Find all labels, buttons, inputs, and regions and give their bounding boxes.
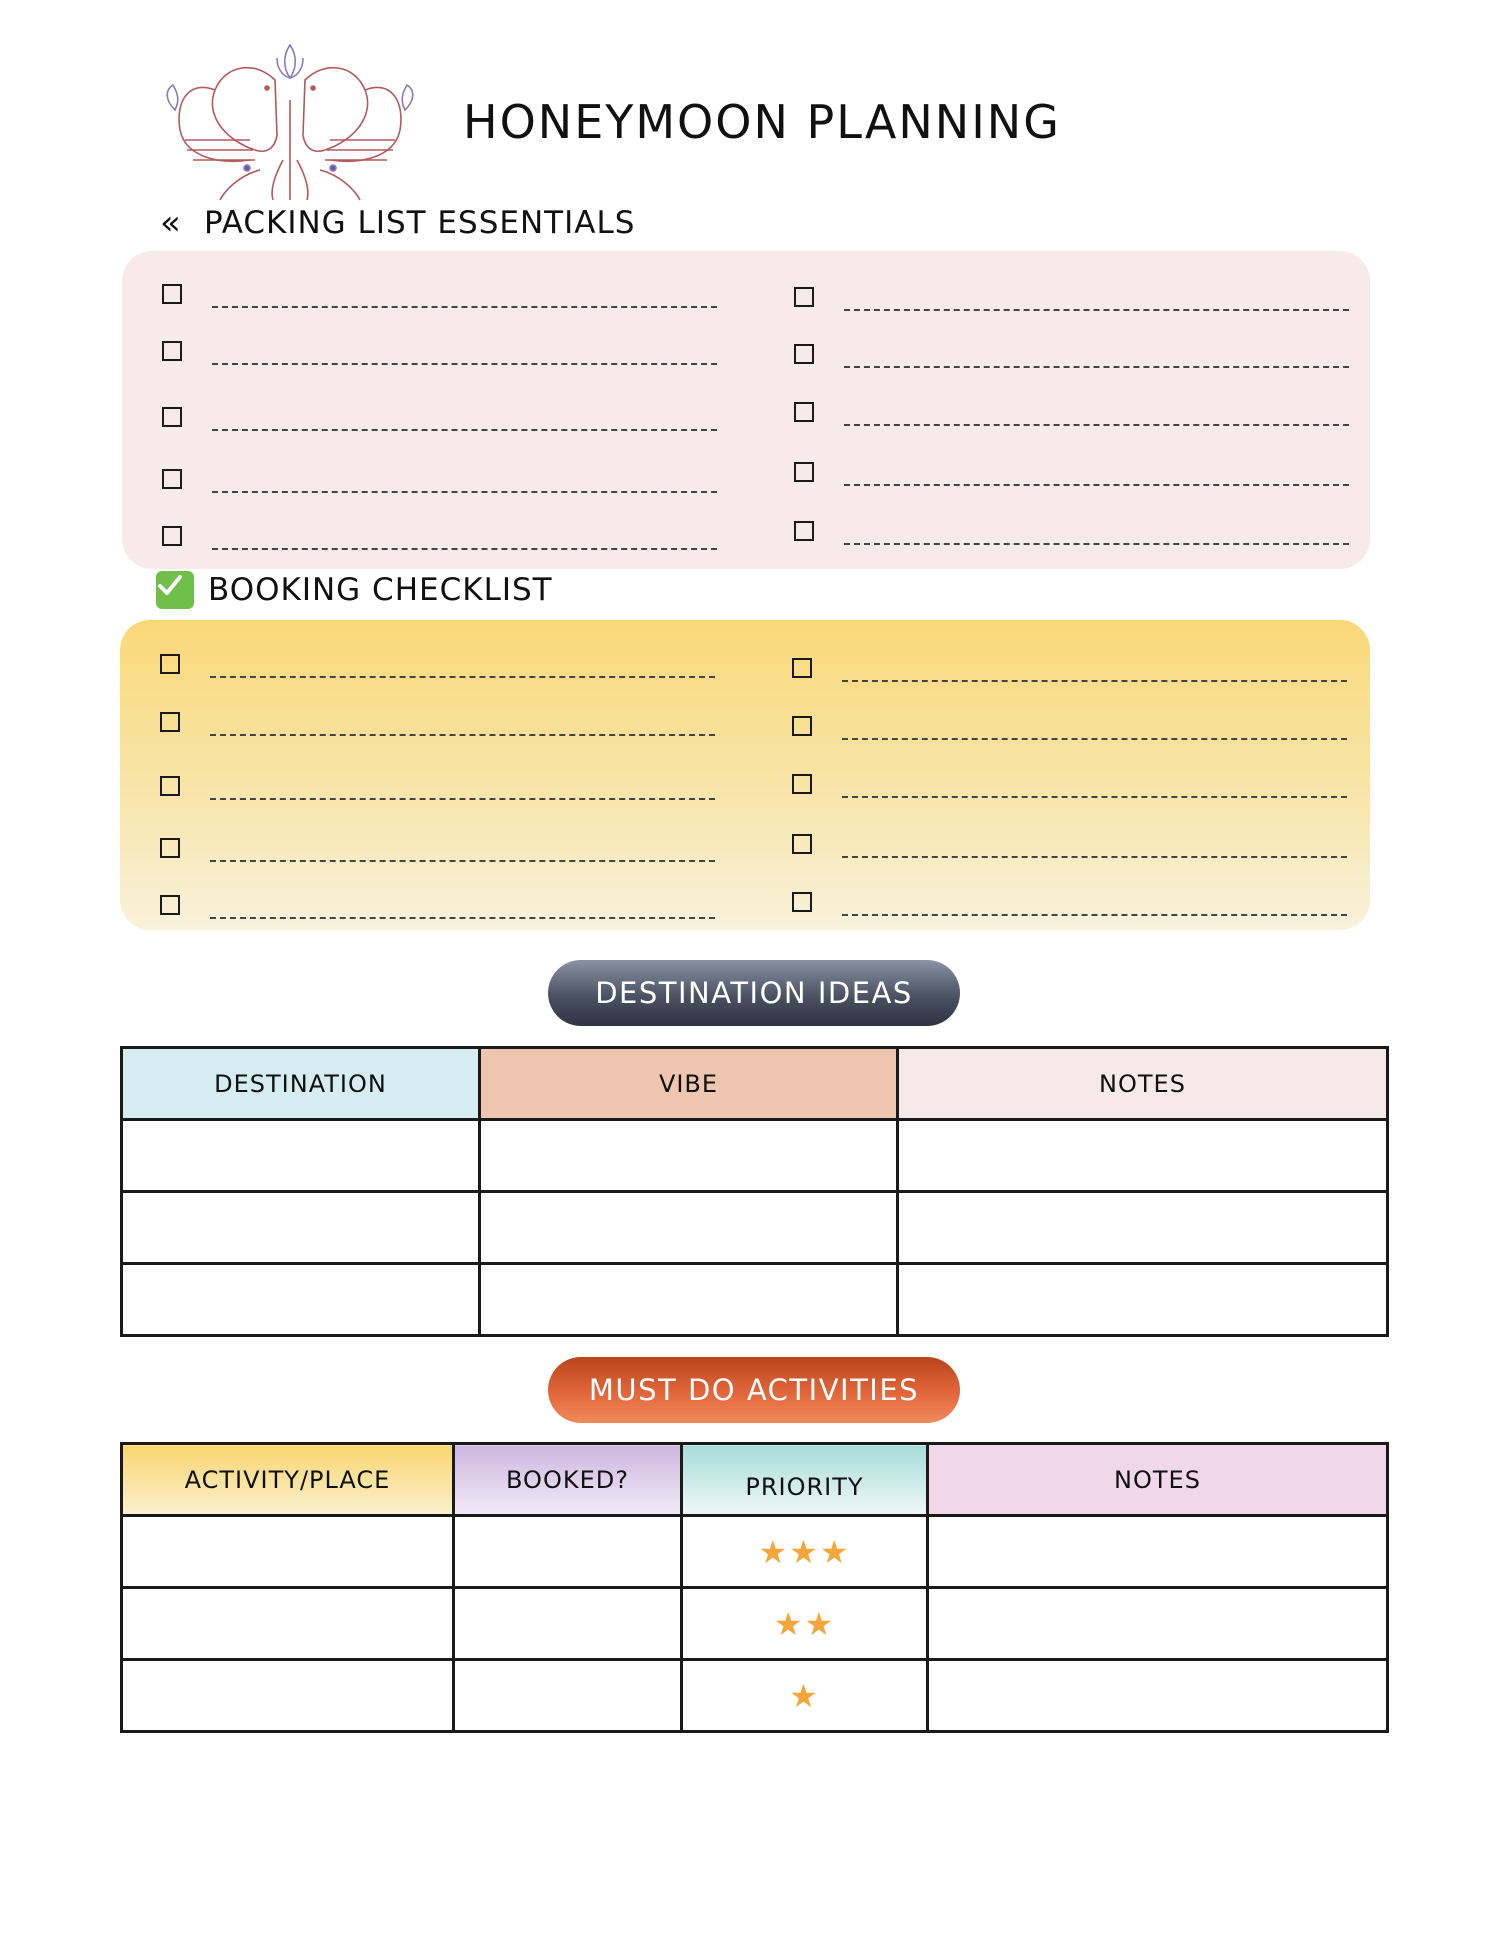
- checkbox[interactable]: [792, 716, 812, 736]
- checkbox[interactable]: [162, 284, 182, 304]
- booking-item[interactable]: [160, 768, 720, 808]
- doves-logo: [155, 40, 425, 205]
- notes-cell[interactable]: [898, 1120, 1388, 1192]
- priority-cell: [682, 1588, 928, 1660]
- booking-item[interactable]: [160, 887, 720, 927]
- checkbox[interactable]: [160, 654, 180, 674]
- activity-cell[interactable]: [122, 1660, 454, 1732]
- table-row: [122, 1192, 1388, 1264]
- write-line[interactable]: [210, 860, 715, 862]
- booking-item[interactable]: [792, 766, 1352, 806]
- star-rating-icon: ★: [789, 1676, 820, 1715]
- write-line[interactable]: [844, 366, 1349, 368]
- chevron-left-double-icon: «: [160, 203, 182, 243]
- write-line[interactable]: [844, 484, 1349, 486]
- check-mark-icon: [156, 571, 194, 609]
- write-line[interactable]: [210, 917, 715, 919]
- checkbox[interactable]: [160, 776, 180, 796]
- booking-item[interactable]: [160, 704, 720, 744]
- write-line[interactable]: [842, 738, 1347, 740]
- write-line[interactable]: [212, 548, 717, 550]
- doves-logo-icon: [155, 40, 425, 205]
- write-line[interactable]: [842, 796, 1347, 798]
- destination-table: [120, 1046, 1389, 1337]
- checkbox[interactable]: [162, 469, 182, 489]
- table-header-row: [122, 1048, 1388, 1120]
- checkbox[interactable]: [794, 462, 814, 482]
- packing-item[interactable]: [162, 333, 722, 373]
- booking-checklist-panel: [120, 620, 1370, 930]
- header-destination: DESTINATION: [122, 1048, 480, 1120]
- table-row: [122, 1516, 1388, 1588]
- checkbox[interactable]: [792, 658, 812, 678]
- activity-cell[interactable]: [122, 1516, 454, 1588]
- checkbox[interactable]: [794, 521, 814, 541]
- notes-cell[interactable]: [898, 1192, 1388, 1264]
- booking-item[interactable]: [160, 830, 720, 870]
- notes-cell[interactable]: [928, 1660, 1388, 1732]
- write-line[interactable]: [844, 543, 1349, 545]
- packing-item[interactable]: [794, 336, 1354, 376]
- booking-heading-label: BOOKING CHECKLIST: [208, 572, 553, 608]
- write-line[interactable]: [842, 914, 1347, 916]
- activities-table: [120, 1442, 1389, 1733]
- packing-heading: [160, 203, 635, 243]
- packing-column-right: [794, 251, 1354, 569]
- write-line[interactable]: [212, 429, 717, 431]
- header-notes: NOTES: [928, 1444, 1388, 1516]
- priority-cell: [682, 1516, 928, 1588]
- checkbox[interactable]: [792, 892, 812, 912]
- checkbox[interactable]: [794, 287, 814, 307]
- checkbox[interactable]: [162, 526, 182, 546]
- packing-item[interactable]: [162, 461, 722, 501]
- checkbox[interactable]: [794, 402, 814, 422]
- star-rating-icon: ★★★: [758, 1532, 851, 1571]
- write-line[interactable]: [212, 306, 717, 308]
- table-header-row: [122, 1444, 1388, 1516]
- packing-item[interactable]: [162, 276, 722, 316]
- star-rating-icon: ★★: [773, 1604, 836, 1643]
- write-line[interactable]: [210, 798, 715, 800]
- page-title: HONEYMOON PLANNING: [463, 95, 1061, 149]
- booked-cell[interactable]: [454, 1516, 682, 1588]
- vibe-cell[interactable]: [480, 1264, 898, 1336]
- packing-item[interactable]: [162, 518, 722, 558]
- write-line[interactable]: [212, 363, 717, 365]
- table-row: [122, 1264, 1388, 1336]
- destination-cell[interactable]: [122, 1120, 480, 1192]
- packing-item[interactable]: [162, 399, 722, 439]
- write-line[interactable]: [842, 680, 1347, 682]
- activity-cell[interactable]: [122, 1588, 454, 1660]
- checkbox[interactable]: [162, 407, 182, 427]
- destination-cell[interactable]: [122, 1264, 480, 1336]
- notes-cell[interactable]: [928, 1588, 1388, 1660]
- destination-ideas-label: DESTINATION IDEAS: [548, 960, 960, 1026]
- booking-item[interactable]: [792, 884, 1352, 924]
- write-line[interactable]: [842, 856, 1347, 858]
- packing-list-panel: [122, 251, 1370, 569]
- packing-item[interactable]: [794, 394, 1354, 434]
- packing-item[interactable]: [794, 454, 1354, 494]
- booking-item[interactable]: [160, 646, 720, 686]
- checkbox[interactable]: [162, 341, 182, 361]
- write-line[interactable]: [210, 676, 715, 678]
- header-vibe: VIBE: [480, 1048, 898, 1120]
- write-line[interactable]: [844, 309, 1349, 311]
- table-row: [122, 1120, 1388, 1192]
- destination-cell[interactable]: [122, 1192, 480, 1264]
- booking-item[interactable]: [792, 650, 1352, 690]
- booked-cell[interactable]: [454, 1588, 682, 1660]
- packing-item[interactable]: [794, 279, 1354, 319]
- booked-cell[interactable]: [454, 1660, 682, 1732]
- checkbox[interactable]: [160, 895, 180, 915]
- packing-item[interactable]: [794, 513, 1354, 553]
- table-row: [122, 1588, 1388, 1660]
- booking-item[interactable]: [792, 708, 1352, 748]
- header-notes: NOTES: [898, 1048, 1388, 1120]
- header-activity-place: ACTIVITY/PLACE: [122, 1444, 454, 1516]
- write-line[interactable]: [210, 734, 715, 736]
- checkbox[interactable]: [160, 712, 180, 732]
- checkbox[interactable]: [160, 838, 180, 858]
- checkbox[interactable]: [792, 774, 812, 794]
- checkbox[interactable]: [792, 834, 812, 854]
- vibe-cell[interactable]: [480, 1120, 898, 1192]
- booking-column-left: [160, 620, 720, 930]
- must-do-activities-label: MUST DO ACTIVITIES: [548, 1357, 960, 1423]
- booking-item[interactable]: [792, 826, 1352, 866]
- notes-cell[interactable]: [898, 1264, 1388, 1336]
- vibe-cell[interactable]: [480, 1192, 898, 1264]
- write-line[interactable]: [844, 424, 1349, 426]
- table-row: [122, 1660, 1388, 1732]
- packing-column-left: [162, 251, 722, 569]
- write-line[interactable]: [212, 491, 717, 493]
- packing-heading-label: PACKING LIST ESSENTIALS: [204, 205, 636, 241]
- header-booked: BOOKED?: [454, 1444, 682, 1516]
- header-priority: PRIORITY: [682, 1444, 928, 1516]
- priority-cell: [682, 1660, 928, 1732]
- booking-heading: [156, 571, 553, 609]
- booking-column-right: [792, 620, 1352, 930]
- notes-cell[interactable]: [928, 1516, 1388, 1588]
- checkbox[interactable]: [794, 344, 814, 364]
